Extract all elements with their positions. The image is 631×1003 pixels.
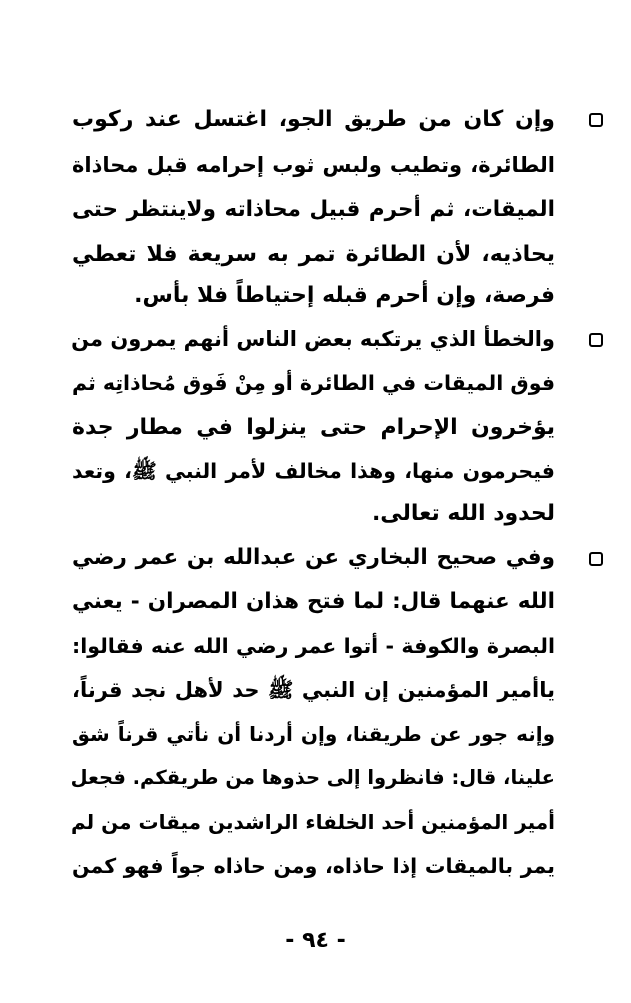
paragraph-1-line-4: يحاذيه، لأن الطائرة تمر به سريعة فلا تعطي <box>72 242 555 267</box>
checkbox-bullet-icon <box>589 552 603 566</box>
paragraph-3-line-3: البصرة والكوفة - أتوا عمر رضي الله عنه فقالوا: <box>72 634 555 658</box>
paragraph-1-line-5: فرصة، وإن أحرم قبله إحتياطاً فلا بأس. <box>134 283 555 308</box>
paragraph-3-line-6: علينا، قال: فانظروا إلى حذوها من طريقكم. فجعل <box>70 766 555 789</box>
paragraph-3-line-1: وفي صحيح البخاري عن عبدالله بن عمر رضي <box>72 545 555 570</box>
checkbox-bullet-icon <box>589 333 603 347</box>
paragraph-3-line-4: ياأمير المؤمنين إن النبي ﷺ حد لأهل نجد قرناً، <box>72 678 555 702</box>
checkbox-bullet-icon <box>589 113 603 127</box>
page-number: - ٩٤ - <box>285 928 346 953</box>
paragraph-2-line-4: فيحرمون منها، وهذا مخالف لأمر النبي ﷺ، وتعد <box>72 459 555 483</box>
paragraph-2-line-1: والخطأ الذي يرتكبه بعض الناس أنهم يمرون من <box>71 327 555 351</box>
paragraph-2-line-3: يؤخرون الإحرام حتى ينزلوا في مطار جدة <box>72 415 555 440</box>
paragraph-2-line-5: لحدود الله تعالى. <box>371 501 555 526</box>
paragraph-1-line-3: الميقات، ثم أحرم قبيل محاذاته ولاينتظر حتى <box>72 197 555 222</box>
paragraph-1-line-1: وإن كان من طريق الجو، اغتسل عند ركوب <box>72 107 555 132</box>
paragraph-3-line-5: وإنه جور عن طريقنا، وإن أردنا أن نأتي قرناً شق <box>72 722 555 746</box>
paragraph-3-line-8: يمر بالميقات إذا حاذاه، ومن حاذاه جواً فهو كمن <box>72 854 555 878</box>
paragraph-2-line-2: فوق الميقات في الطائرة أو مِنْ فَوق مُحاذاتِه ثم <box>72 371 555 395</box>
paragraph-3-line-7: أمير المؤمنين أحد الخلفاء الراشدين ميقات من لم <box>70 810 555 834</box>
paragraph-1-line-2: الطائرة، وتطيب ولبس ثوب إحرامه قبل محاذاة <box>72 153 555 177</box>
paragraph-3-line-2: الله عنهما قال: لما فتح هذان المصران - يعني <box>72 589 555 614</box>
